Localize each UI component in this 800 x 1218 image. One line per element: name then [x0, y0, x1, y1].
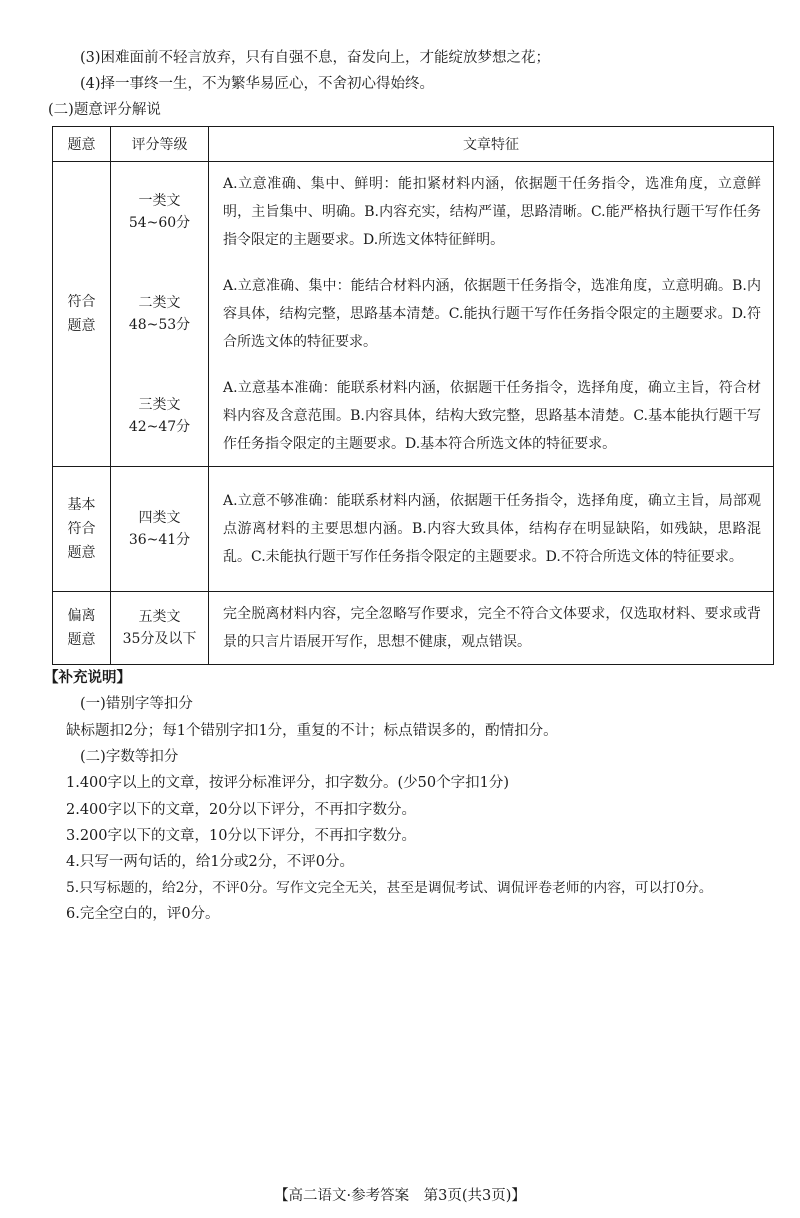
table-row [53, 162, 774, 467]
level-name: 一类文 [138, 193, 181, 209]
level-score: 35分及以下 [122, 631, 197, 647]
features-class-2 [209, 262, 773, 366]
level-score: 54~60分 [128, 215, 191, 231]
features-class-3 [209, 366, 773, 466]
header-level: 评分等级 [111, 127, 209, 162]
level-score: 42~47分 [128, 419, 191, 435]
level-name: 五类文 [138, 609, 181, 625]
level-name: 四类文 [138, 510, 181, 526]
level-score: 48~53分 [128, 317, 191, 333]
topic-cell-basic [53, 467, 111, 592]
features-class-1 [209, 162, 773, 262]
section-title: (二)题意评分解说 [48, 102, 161, 118]
topic-cell-fit [53, 162, 111, 467]
supplement-sub2: (二)字数等扣分 [80, 749, 179, 765]
table-header-row [53, 127, 774, 162]
supplement-title: 【补充说明】 [44, 669, 131, 686]
level-cell-group-3 [111, 592, 209, 665]
topic-label: 符合题意 [67, 294, 96, 334]
supplement-sub1: (一)错别字等扣分 [80, 696, 193, 712]
topic-label: 基本符合题意 [67, 497, 96, 561]
level-cell-group-2 [111, 467, 209, 592]
level-name: 二类文 [138, 295, 181, 311]
level-class-2 [111, 262, 208, 366]
rule-item: 6.完全空白的，评0分。 [66, 906, 220, 922]
topic-label: 偏离题意 [67, 608, 96, 648]
rule-item: 1.400字以上的文章，按评分标准评分，扣字数分。(少50个字扣1分) [66, 775, 509, 791]
features-text: 完全脱离材料内容，完全忽略写作要求，完全不符合文体要求，仅选取材料、要求或背景的只言片语展开写作，思想不健康，观点错误。 [223, 606, 761, 650]
intro-line-3: (3)困难面前不轻言放弃，只有自强不息，奋发向上，才能绽放梦想之花； [80, 50, 551, 66]
features-class-5 [209, 592, 773, 664]
grading-table [52, 126, 774, 665]
rule-item: 3.200字以下的文章，10分以下评分，不再扣字数分。 [66, 828, 416, 844]
rule-item: 4.只写一两句话的，给1分或2分，不评0分。 [66, 854, 355, 870]
supplement-sub1-text: 缺标题扣2分；每1个错别字扣1分，重复的不计；标点错误多的，酌情扣分。 [66, 723, 558, 739]
level-class-3 [111, 366, 208, 466]
table-row [53, 592, 774, 665]
level-class-1 [111, 162, 208, 262]
header-topic: 题意 [53, 127, 111, 162]
features-text: A.立意准确、集中、鲜明：能扣紧材料内涵，依据题干任务指令，选准角度，立意鲜明，主旨集中、明确。B.内容充实，结构严谨，思路清晰。C.能严格执行题干写作任务指令限定的主题要求。D.所选文体特征鲜明。 [223, 176, 761, 248]
features-cell-group-2 [209, 467, 774, 592]
features-cell-group-1 [209, 162, 774, 467]
features-cell-group-3 [209, 592, 774, 665]
rule-item: 2.400字以下的文章，20分以下评分，不再扣字数分。 [66, 802, 416, 818]
level-class-5 [111, 592, 208, 664]
table-row [53, 467, 774, 592]
level-class-4 [111, 467, 208, 591]
level-score: 36~41分 [128, 532, 191, 548]
features-text: A.立意准确、集中：能结合材料内涵，依据题干任务指令，选准角度，立意明确。B.内容具体，结构完整，思路基本清楚。C.能执行题干写作任务指令限定的主题要求。D.符合所选文体的特征要求。 [223, 278, 761, 350]
intro-line-4: (4)择一事终一生，不为繁华易匠心，不舍初心得始终。 [80, 76, 435, 92]
level-name: 三类文 [138, 397, 181, 413]
features-text: A.立意不够准确：能联系材料内涵，依据题干任务指令，选择角度，确立主旨，局部观点游离材料的主要思想内涵。B.内容大致具体，结构存在明显缺陷，如残缺，思路混乱。C.未能执行题干写作任务指令限定的主题要求。D.不符合所选文体的特征要求。 [223, 493, 761, 565]
topic-cell-off [53, 592, 111, 665]
header-features: 文章特征 [209, 127, 774, 162]
rule-item: 5.只写标题的，给2分，不评0分。写作文完全无关，甚至是调侃考试、调侃评卷老师的内容，可以打0分。 [66, 880, 713, 896]
features-text: A.立意基本准确：能联系材料内涵，依据题干任务指令，选择角度，确立主旨，符合材料内容及含意范围。B.内容具体，结构大致完整，思路基本清楚。C.基本能执行题干写作任务指令限定的主题要求。D.基本符合所选文体的特征要求。 [223, 380, 761, 452]
features-class-4 [209, 467, 773, 591]
page-footer: 【高二语文·参考答案 第3页(共3页)】 [274, 1188, 526, 1204]
level-cell-group-1 [111, 162, 209, 467]
